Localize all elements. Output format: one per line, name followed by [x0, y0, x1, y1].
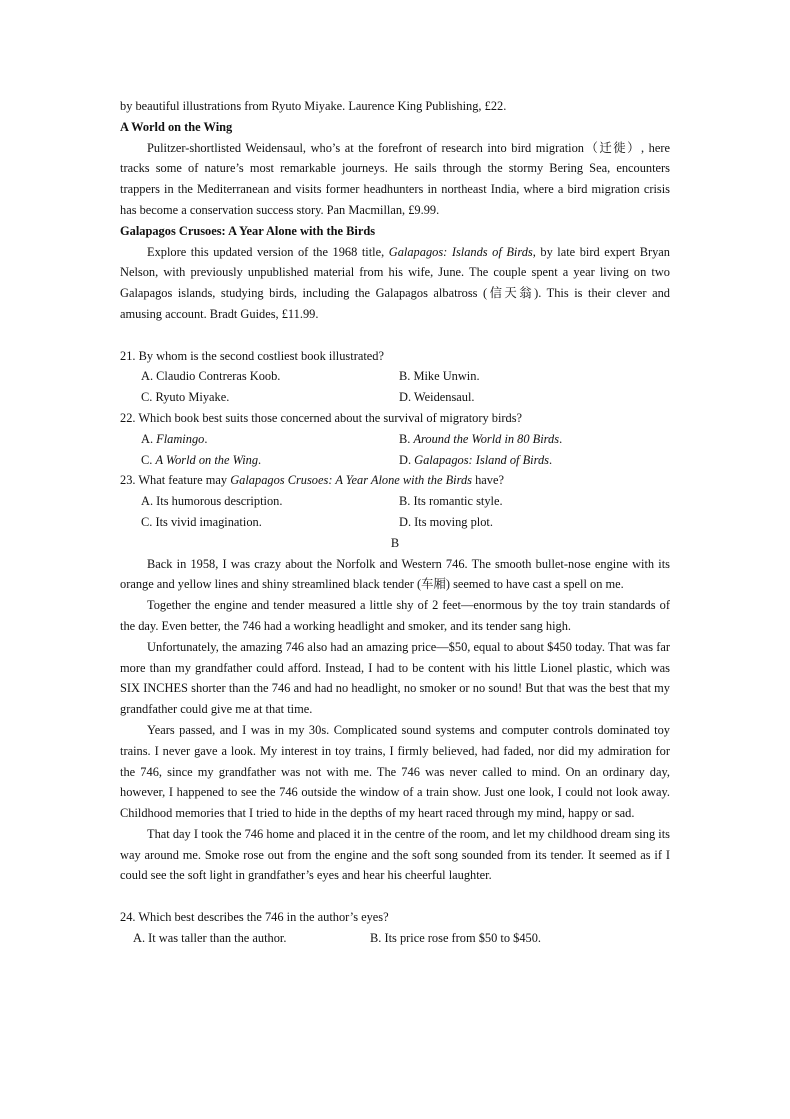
- spacer: [120, 886, 670, 907]
- q24-stem: 24. Which best describes the 746 in the author’s eyes?: [120, 910, 389, 925]
- q23-options-row1: [120, 491, 670, 512]
- q23-stem-post: have?: [471, 473, 504, 488]
- q22-a-title: Flamingo: [156, 431, 205, 446]
- q22-b-title: Around the World in 80 Birds: [413, 431, 560, 446]
- q23-option-c: C. Its vivid imagination.: [141, 514, 262, 529]
- q22-a-suffix: .: [204, 431, 208, 446]
- book4-body-pre: Explore this updated version of the 1968 title,: [147, 244, 389, 259]
- section-b-paragraph-3: Unfortunately, the amazing 746 also had an amazing price—$50, equal to about $450 today. That was far more than my grandfather could afford. Instead, I had to be content with his little Lionel plastic, which was SIX INCHES shorter than the 746 and had no headlight, no smoker or no sound! But that was the best that my grandfather could give me at that time.: [120, 639, 670, 717]
- q22-option-c: [141, 450, 399, 471]
- section-b-paragraph-1: Back in 1958, I was crazy about the Norfolk and Western 746. The smooth bullet-nose engine with its orange and yellow lines and shiny streamlined black tender (车厢) seemed to have cast a spell on me.: [120, 556, 670, 592]
- q22-d-prefix: D.: [399, 452, 415, 467]
- q22-option-d: [399, 450, 552, 471]
- q22-option-a: [141, 429, 399, 450]
- q23-stem: [120, 470, 670, 491]
- q22-b-prefix: B.: [399, 431, 414, 446]
- book4-body-post: , by late bird expert Bryan Nelson, with previously unpublished material from his wife, June. The couple spent a year living on two Galapagos islands, studying birds, including the Galapagos albatross (信天翁). This is their clever and amusing account. Bradt Guides, £11.99.: [120, 244, 671, 321]
- book3-title: A World on the Wing: [120, 119, 233, 134]
- q22-b-suffix: .: [559, 431, 563, 446]
- q21-options-row1: [120, 366, 670, 387]
- spacer: [120, 325, 670, 346]
- q21-options-row2: [120, 387, 670, 408]
- q21-option-c: C. Ryuto Miyake.: [141, 390, 230, 405]
- q21-option-a: A. Claudio Contreras Koob.: [141, 369, 281, 384]
- q22-d-suffix: .: [548, 452, 553, 467]
- book4-body: [120, 242, 670, 325]
- q23-options-row2: [120, 512, 670, 533]
- q22-c-suffix: .: [258, 452, 262, 467]
- q22-c-title: A World on the Wing: [155, 452, 259, 467]
- q22-a-prefix: A.: [141, 431, 157, 446]
- q23-option-d: D. Its moving plot.: [399, 514, 493, 529]
- q22-options-row2: [120, 450, 670, 471]
- q22-options-row1: [120, 429, 670, 450]
- q22-option-b: [399, 429, 562, 450]
- q23-stem-pre: 23. What feature may: [120, 473, 231, 488]
- book4-title: Galapagos Crusoes: A Year Alone with the Birds: [120, 223, 376, 238]
- q24-options-row1: [120, 928, 670, 949]
- q22-d-title: Galapagos: Island of Birds: [414, 452, 549, 467]
- q23-option-a: A. Its humorous description.: [141, 494, 283, 509]
- book4-body-italic: Galapagos: Islands of Birds: [388, 244, 533, 259]
- q22-c-prefix: C.: [141, 452, 156, 467]
- q24-option-b: B. Its price rose from $50 to $450.: [370, 930, 542, 945]
- section-b-paragraph-2: Together the engine and tender measured a little shy of 2 feet—enormous by the toy train standards of the day. Even better, the 746 had a working headlight and smoker, and its tender sang high.: [120, 598, 670, 633]
- q21-option-b: B. Mike Unwin.: [399, 369, 480, 384]
- section-b-paragraph-4: Years passed, and I was in my 30s. Complicated sound systems and computer controls dominated toy trains. I never gave a look. My interest in toy trains, I firmly believed, had faded, nor did my admiration for the 746, since my grandfather was not with me. The 746 was never called to mind. On an ordinary day, however, I happened to see the 746 outside the window of a train show. Just one look, I could not look away. Childhood memories that I tried to hide in the depths of my heart raced through my mind, happy or sad.: [120, 722, 670, 821]
- q21-option-d: D. Weidensaul.: [399, 390, 475, 405]
- q23-option-b: B. Its romantic style.: [399, 494, 503, 509]
- section-b-label: B: [390, 535, 400, 550]
- q23-stem-italic: Galapagos Crusoes: A Year Alone with the Birds: [230, 473, 472, 488]
- book3-body: Pulitzer-shortlisted Weidensaul, who’s at the forefront of research into bird migration（迁徙）, here tracks some of nature’s most remarkable journeys. He sails through the stormy Bering Sea, encounters trappers in the Mediterranean and visits former headhunters in northeast India, where a bird migration crisis has become a conservation success story. Pan Macmillan, £9.99.: [120, 140, 670, 217]
- intro-tail: by beautiful illustrations from Ryuto Miyake. Laurence King Publishing, £22.: [120, 99, 507, 113]
- section-b-paragraph-5: That day I took the 746 home and placed it in the centre of the room, and let my childhood dream sing its way around me. Smoke rose out from the engine and the soft song sounded from its tender. It seemed as if I could see the soft light in grandfather’s eyes and hear his cheerful laughter.: [120, 826, 670, 883]
- q22-stem: 22. Which book best suits those concerned about the survival of migratory birds?: [120, 410, 523, 425]
- q21-stem: 21. By whom is the second costliest book illustrated?: [120, 348, 384, 363]
- q24-option-a: A. It was taller than the author.: [133, 930, 287, 945]
- document-page: [120, 96, 670, 949]
